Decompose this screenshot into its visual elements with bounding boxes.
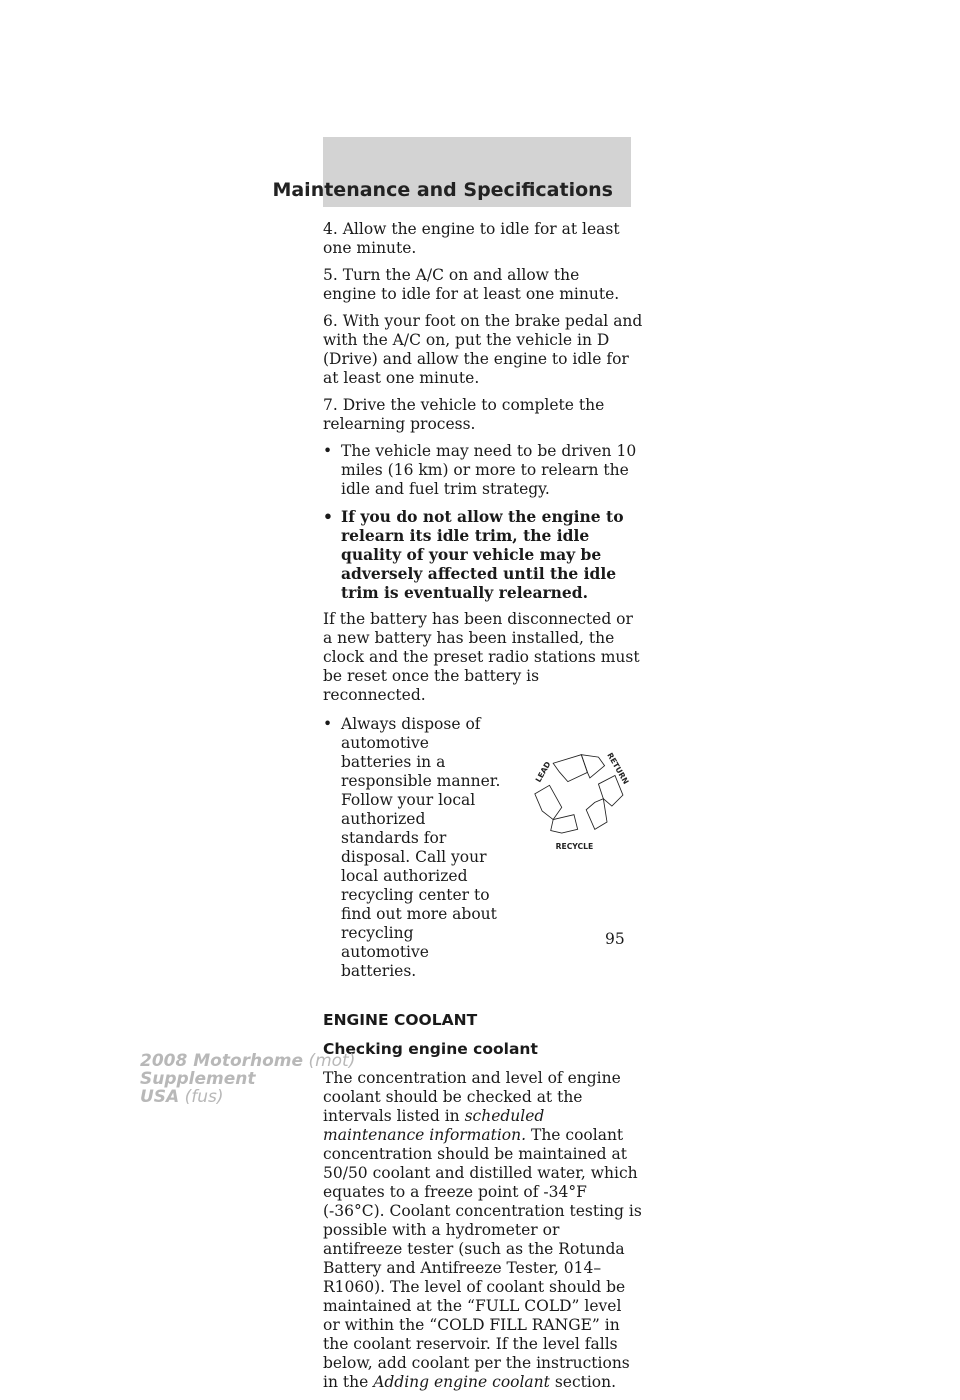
coolant-text-a: The concentration and level of engine coolant should be checked at the intervals listed in	[323, 1069, 621, 1125]
battery-reset-paragraph: If the battery has been disconnected or a new battery has been installed, the clock and the preset radio stations must be reset once the battery is reconnected.	[323, 610, 640, 704]
recycle-icon	[514, 719, 643, 884]
footer-model-code: (mot)	[303, 1051, 356, 1071]
adding-coolant-reference: Adding engine coolant	[373, 1373, 550, 1391]
checking-coolant-subheading: Checking engine coolant	[323, 1040, 538, 1058]
coolant-paragraph	[323, 1069, 643, 1392]
footer-model: 2008 Motorhome	[140, 1051, 304, 1071]
bullet-relearn-distance	[323, 442, 643, 499]
recycle-arrow-top-head	[582, 755, 605, 778]
footer-market-code: (fus)	[179, 1087, 224, 1107]
engine-coolant-heading: ENGINE COOLANT	[323, 1011, 478, 1029]
coolant-text-b: The coolant concentration should be maintained at 50/50 coolant and distilled water, which equates to a freeze point of -34°F (-36°C). Coolant concentration testing is possible with a hydrometer or antifreeze tester (such as the Rotunda Battery and Antifreeze Tester, 014–R1060). The level of coolant should be maintained at the “FULL COLD” level or within the “COLD FILL RANGE” in the coolant reservoir. If the level falls below, add coolant per the instructions in the	[323, 1126, 642, 1391]
bullet-text: Always dispose of automotive batteries in a responsible manner. Follow your local authorized standards for disposal. Call your local authorized recycling center to find out more about recycling automotive batteries.	[341, 715, 501, 980]
header-band	[272, 137, 631, 207]
bullet-text: The vehicle may need to be driven 10 miles (16 km) or more to relearn the idle and fuel trim strategy.	[341, 442, 637, 498]
recycle-label-lead: LEAD	[534, 760, 554, 784]
step-5: 5. Turn the A/C on and allow the engine to idle for at least one minute.	[323, 266, 620, 303]
bullet-glyph: •	[323, 442, 333, 460]
recycle-arrow-right	[599, 775, 623, 806]
recycle-arrow-left	[535, 785, 562, 819]
page-number: 95	[605, 930, 625, 948]
recycle-arrow-right-head	[587, 799, 608, 830]
bullet-glyph: •	[323, 507, 333, 526]
page-content	[323, 220, 643, 1400]
recycle-label-return: RETURN	[605, 751, 631, 786]
footer-supplement: Supplement	[140, 1069, 256, 1089]
bullet-idle-warning	[323, 507, 643, 602]
scheduled-maintenance-reference: scheduled maintenance information.	[323, 1107, 545, 1144]
bullet-text: If you do not allow the engine to relearn its idle trim, the idle quality of your vehicle may be adversely affected until the idle trim is eventually relearned.	[341, 507, 624, 602]
recycle-row	[323, 713, 643, 989]
footer-watermark	[140, 1052, 355, 1106]
recycle-label-recycle: RECYCLE	[556, 841, 594, 851]
section-title: Maintenance and Specifications	[272, 179, 613, 201]
footer-market: USA	[140, 1087, 180, 1107]
bullet-battery-disposal	[323, 715, 500, 981]
coolant-text-c: section.	[549, 1373, 617, 1391]
bullet-glyph: •	[323, 715, 333, 733]
step-4: 4. Allow the engine to idle for at least one minute.	[323, 220, 620, 257]
step-6: 6. With your foot on the brake pedal and with the A/C on, put the vehicle in D (Drive) and allow the engine to idle for at least one minute.	[323, 312, 643, 387]
step-7: 7. Drive the vehicle to complete the relearning process.	[323, 396, 605, 433]
